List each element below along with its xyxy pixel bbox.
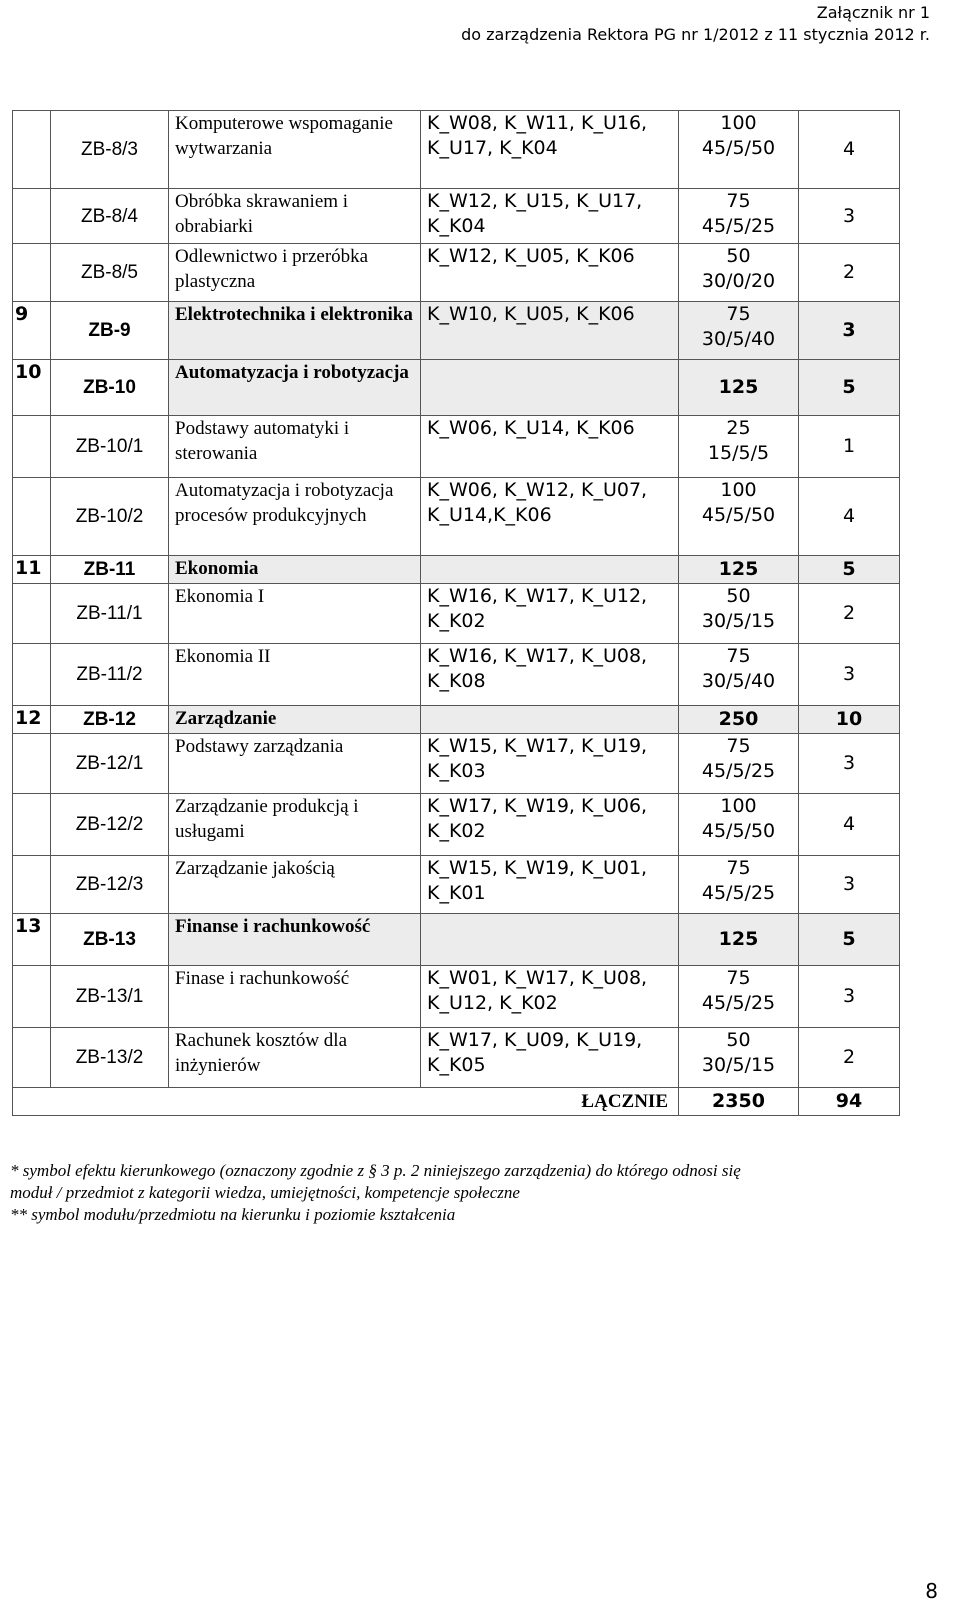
hours-total: 125 <box>718 558 759 580</box>
hours-cell <box>679 244 799 302</box>
effect-symbols: K_W17, K_U09, K_U19, K_K05 <box>421 1028 679 1088</box>
ects-points: 4 <box>799 478 900 556</box>
subject-row <box>13 111 900 189</box>
ects-points: 3 <box>799 856 900 914</box>
module-number <box>13 416 51 478</box>
ects-points: 2 <box>799 584 900 644</box>
hours-total: 50 <box>726 585 751 607</box>
effect-symbols: K_W08, K_W11, K_U16, K_U17, K_K04 <box>421 111 679 189</box>
module-number <box>13 244 51 302</box>
module-code: ZB-10/1 <box>51 416 169 478</box>
ects-points: 5 <box>799 360 900 416</box>
module-code: ZB-8/4 <box>51 189 169 244</box>
module-code: ZB-13 <box>51 914 169 966</box>
module-name: Zarządzanie <box>169 706 421 734</box>
ects-points: 5 <box>799 914 900 966</box>
module-number <box>13 794 51 856</box>
hours-split: 30/5/40 <box>701 328 776 350</box>
hours-cell <box>679 189 799 244</box>
module-code: ZB-12 <box>51 706 169 734</box>
hours-total: 100 <box>720 479 757 501</box>
subject-row <box>13 584 900 644</box>
hours-cell <box>679 556 799 584</box>
hours-split: 30/5/40 <box>701 670 776 692</box>
ects-points: 3 <box>799 644 900 706</box>
hours-split: 15/5/5 <box>707 442 770 464</box>
effect-symbols: K_W01, K_W17, K_U08, K_U12, K_K02 <box>421 966 679 1028</box>
ects-points: 5 <box>799 556 900 584</box>
module-number <box>13 189 51 244</box>
subject-row <box>13 966 900 1028</box>
hours-total: 100 <box>720 112 757 134</box>
module-name: Automatyzacja i robotyzacja procesów produkcyjnych <box>169 478 421 556</box>
effect-symbols <box>421 360 679 416</box>
module-row <box>13 914 900 966</box>
footnotes <box>10 1160 950 1226</box>
hours-split: 45/5/25 <box>701 882 776 904</box>
hours-cell <box>679 360 799 416</box>
total-row <box>13 1088 900 1116</box>
module-code: ZB-13/1 <box>51 966 169 1028</box>
hours-total: 75 <box>726 303 751 325</box>
ects-points: 2 <box>799 244 900 302</box>
module-name: Podstawy automatyki i sterowania <box>169 416 421 478</box>
document-header <box>461 2 930 46</box>
module-row <box>13 302 900 360</box>
header-regulation-reference: do zarządzenia Rektora PG nr 1/2012 z 11 stycznia 2012 r. <box>461 25 930 44</box>
module-code: ZB-12/3 <box>51 856 169 914</box>
module-code: ZB-13/2 <box>51 1028 169 1088</box>
effect-symbols: K_W15, K_W19, K_U01, K_K01 <box>421 856 679 914</box>
effect-symbols: K_W16, K_W17, K_U12, K_K02 <box>421 584 679 644</box>
ects-points: 1 <box>799 416 900 478</box>
subject-row <box>13 1028 900 1088</box>
hours-total: 75 <box>726 857 751 879</box>
ects-points: 3 <box>799 302 900 360</box>
effect-symbols: K_W15, K_W17, K_U19, K_K03 <box>421 734 679 794</box>
module-name: Zarządzanie produkcją i usługami <box>169 794 421 856</box>
hours-total: 125 <box>718 928 759 950</box>
module-code: ZB-9 <box>51 302 169 360</box>
subject-row <box>13 856 900 914</box>
module-name: Automatyzacja i robotyzacja <box>169 360 421 416</box>
module-name: Elektrotechnika i elektronika <box>169 302 421 360</box>
total-label: ŁĄCZNIE <box>13 1088 679 1116</box>
header-attachment-label: Załącznik nr 1 <box>816 3 930 22</box>
hours-cell <box>679 734 799 794</box>
subject-row <box>13 734 900 794</box>
module-name: Finanse i rachunkowość <box>169 914 421 966</box>
curriculum-table-body <box>13 111 900 1116</box>
ects-points: 3 <box>799 734 900 794</box>
module-number: 9 <box>13 302 51 360</box>
module-code: ZB-8/3 <box>51 111 169 189</box>
module-name: Odlewnictwo i przeróbka plastyczna <box>169 244 421 302</box>
ects-points: 2 <box>799 1028 900 1088</box>
module-number <box>13 734 51 794</box>
module-name: Rachunek kosztów dla inżynierów <box>169 1028 421 1088</box>
effect-symbols <box>421 706 679 734</box>
module-number: 10 <box>13 360 51 416</box>
ects-points: 3 <box>799 189 900 244</box>
subject-row <box>13 189 900 244</box>
footnote-module-symbol: ** symbol modułu/przedmiotu na kierunku i poziomie kształcenia <box>10 1205 456 1224</box>
module-name: Ekonomia II <box>169 644 421 706</box>
module-code: ZB-12/1 <box>51 734 169 794</box>
module-name: Podstawy zarządzania <box>169 734 421 794</box>
hours-total: 75 <box>726 190 751 212</box>
module-number <box>13 584 51 644</box>
effect-symbols: K_W16, K_W17, K_U08, K_K08 <box>421 644 679 706</box>
module-name: Ekonomia <box>169 556 421 584</box>
hours-split: 45/5/25 <box>701 215 776 237</box>
hours-cell <box>679 302 799 360</box>
effect-symbols: K_W12, K_U15, K_U17, K_K04 <box>421 189 679 244</box>
module-code: ZB-8/5 <box>51 244 169 302</box>
effect-symbols <box>421 556 679 584</box>
page-number: 8 <box>925 1579 938 1603</box>
ects-points: 4 <box>799 111 900 189</box>
subject-row <box>13 478 900 556</box>
module-code: ZB-12/2 <box>51 794 169 856</box>
subject-row <box>13 244 900 302</box>
subject-row <box>13 794 900 856</box>
ects-points: 3 <box>799 966 900 1028</box>
module-number <box>13 111 51 189</box>
module-number <box>13 644 51 706</box>
module-number <box>13 966 51 1028</box>
module-number <box>13 1028 51 1088</box>
module-number: 12 <box>13 706 51 734</box>
hours-total: 50 <box>726 1029 751 1051</box>
module-code: ZB-11/1 <box>51 584 169 644</box>
hours-total: 50 <box>726 245 751 267</box>
ects-points: 4 <box>799 794 900 856</box>
footnote-effect-symbol-cont: moduł / przedmiot z kategorii wiedza, umiejętności, kompetencje społeczne <box>10 1183 520 1202</box>
hours-split: 45/5/50 <box>701 504 776 526</box>
hours-cell <box>679 416 799 478</box>
hours-cell <box>679 856 799 914</box>
curriculum-table <box>12 110 900 1116</box>
module-code: ZB-10/2 <box>51 478 169 556</box>
effect-symbols: K_W06, K_W12, K_U07, K_U14,K_K06 <box>421 478 679 556</box>
module-name: Obróbka skrawaniem i obrabiarki <box>169 189 421 244</box>
hours-cell <box>679 914 799 966</box>
module-name: Ekonomia I <box>169 584 421 644</box>
hours-split: 45/5/25 <box>701 992 776 1014</box>
module-name: Zarządzanie jakością <box>169 856 421 914</box>
hours-split: 30/5/15 <box>701 610 776 632</box>
hours-total: 100 <box>720 795 757 817</box>
effect-symbols: K_W12, K_U05, K_K06 <box>421 244 679 302</box>
module-number <box>13 478 51 556</box>
hours-split: 45/5/25 <box>701 760 776 782</box>
ects-points: 10 <box>799 706 900 734</box>
module-code: ZB-11 <box>51 556 169 584</box>
hours-split: 30/5/15 <box>701 1054 776 1076</box>
effect-symbols: K_W06, K_U14, K_K06 <box>421 416 679 478</box>
module-number: 13 <box>13 914 51 966</box>
module-number <box>13 856 51 914</box>
hours-total: 125 <box>718 376 759 398</box>
module-name: Finase i rachunkowość <box>169 966 421 1028</box>
total-ects: 94 <box>799 1088 900 1116</box>
hours-total: 75 <box>726 645 751 667</box>
module-row <box>13 706 900 734</box>
hours-split: 45/5/50 <box>701 820 776 842</box>
hours-total: 250 <box>718 708 759 730</box>
hours-total: 75 <box>726 967 751 989</box>
effect-symbols: K_W10, K_U05, K_K06 <box>421 302 679 360</box>
effect-symbols: K_W17, K_W19, K_U06, K_K02 <box>421 794 679 856</box>
hours-total: 25 <box>726 417 751 439</box>
module-code: ZB-11/2 <box>51 644 169 706</box>
effect-symbols <box>421 914 679 966</box>
hours-total: 75 <box>726 735 751 757</box>
module-name: Komputerowe wspomaganie wytwarzania <box>169 111 421 189</box>
module-code: ZB-10 <box>51 360 169 416</box>
hours-cell <box>679 478 799 556</box>
hours-cell <box>679 644 799 706</box>
hours-cell <box>679 111 799 189</box>
hours-cell <box>679 1028 799 1088</box>
subject-row <box>13 644 900 706</box>
module-row <box>13 360 900 416</box>
subject-row <box>13 416 900 478</box>
module-number: 11 <box>13 556 51 584</box>
hours-cell <box>679 794 799 856</box>
hours-split: 45/5/50 <box>701 137 776 159</box>
hours-cell <box>679 966 799 1028</box>
hours-cell <box>679 706 799 734</box>
total-hours: 2350 <box>679 1088 799 1116</box>
hours-cell <box>679 584 799 644</box>
module-row <box>13 556 900 584</box>
hours-split: 30/0/20 <box>701 270 776 292</box>
footnote-effect-symbol: * symbol efektu kierunkowego (oznaczony zgodnie z § 3 p. 2 niniejszego zarządzenia) do którego odnosi się <box>10 1161 741 1180</box>
